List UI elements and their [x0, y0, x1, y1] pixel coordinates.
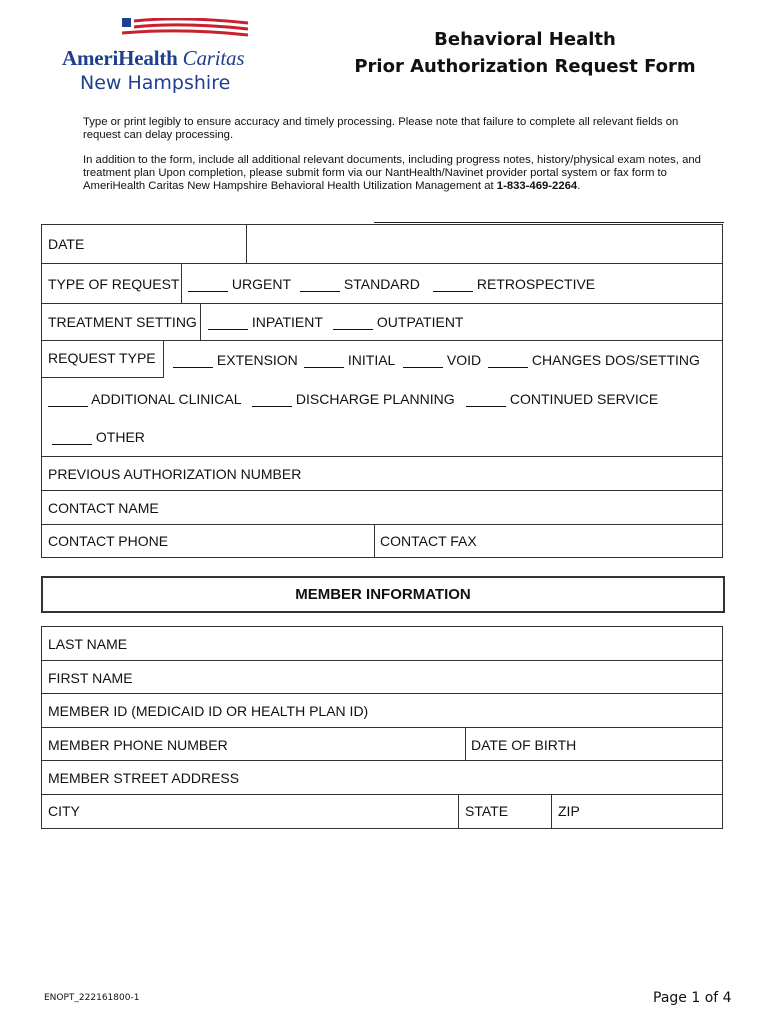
last-name-label: LAST NAME	[48, 636, 128, 652]
intro-paragraph-2: In addition to the form, include all additional relevant documents, including progress notes, history/physical exam notes, and treatment plan Upon completion, please submit form via our NantHealth/Navinet provider portal system or fax form to AmeriHealth Caritas New Hampshire Behavioral Health Utilization Management at 1-833-469-2264.	[83, 154, 701, 192]
initial-option[interactable]: INITIAL	[304, 352, 395, 368]
member-phone-dob-row	[42, 728, 722, 761]
divider	[200, 304, 201, 340]
contact-fax-label: CONTACT FAX	[380, 533, 477, 549]
date-label: DATE	[48, 236, 85, 252]
treatment-setting-row	[42, 304, 722, 341]
logo-brand-text: AmeriHealth Caritas	[62, 46, 245, 70]
logo-subtitle: New Hampshire	[80, 72, 231, 94]
city-label: CITY	[48, 803, 80, 819]
request-type-label: REQUEST TYPE	[48, 350, 156, 366]
extension-option[interactable]: EXTENSION	[173, 352, 298, 368]
type-of-request-row	[42, 264, 722, 304]
checkbox-blank[interactable]	[433, 277, 473, 292]
title-line-2: Prior Authorization Request Form	[354, 56, 696, 77]
divider	[181, 264, 182, 303]
discharge-planning-option[interactable]: DISCHARGE PLANNING	[252, 391, 455, 407]
first-name-label: FIRST NAME	[48, 670, 133, 686]
fax-number: 1-833-469-2264	[496, 180, 578, 192]
form-code: ENOPT_222161800-1	[44, 993, 140, 1003]
first-name-row	[42, 661, 722, 694]
contact-phone-label: CONTACT PHONE	[48, 533, 169, 549]
contact-name-label: CONTACT NAME	[48, 500, 159, 516]
checkbox-blank[interactable]	[52, 430, 92, 445]
form-title	[350, 26, 700, 80]
divider	[374, 222, 724, 223]
retrospective-option[interactable]: RETROSPECTIVE	[433, 276, 595, 292]
checkbox-blank[interactable]	[252, 392, 292, 407]
checkbox-blank[interactable]	[300, 277, 340, 292]
void-option[interactable]: VOID	[403, 352, 481, 368]
previous-authorization-label: PREVIOUS AUTHORIZATION NUMBER	[48, 466, 302, 482]
inpatient-option[interactable]: INPATIENT	[208, 314, 323, 330]
member-id-label: MEMBER ID (MEDICAID ID OR HEALTH PLAN ID)	[48, 703, 369, 719]
divider	[458, 795, 459, 828]
checkbox-blank[interactable]	[208, 315, 248, 330]
state-label: STATE	[465, 803, 509, 819]
intro-paragraph-1: Type or print legibly to ensure accuracy and timely processing. Please note that failure to complete all relevant fields on request can delay processing.	[83, 116, 679, 141]
flag-icon	[122, 18, 250, 42]
contact-name-row	[42, 491, 722, 525]
amerihealth-caritas-logo	[62, 18, 262, 98]
member-table	[41, 626, 723, 829]
street-address-label: MEMBER STREET ADDRESS	[48, 770, 240, 786]
page-number: Page 1 of 4	[653, 990, 732, 1006]
checkbox-blank[interactable]	[333, 315, 373, 330]
date-row	[42, 225, 722, 264]
checkbox-blank[interactable]	[403, 353, 443, 368]
divider	[465, 728, 466, 760]
checkbox-blank[interactable]	[48, 392, 88, 407]
outpatient-option[interactable]: OUTPATIENT	[333, 314, 463, 330]
additional-clinical-option[interactable]: ADDITIONAL CLINICAL	[48, 391, 242, 407]
member-phone-label: MEMBER PHONE NUMBER	[48, 737, 228, 753]
member-information-header: MEMBER INFORMATION	[41, 576, 725, 613]
member-id-row	[42, 694, 722, 728]
street-address-row	[42, 761, 722, 795]
city-state-zip-row	[42, 795, 722, 828]
standard-option[interactable]: STANDARD	[300, 276, 420, 292]
checkbox-blank[interactable]	[173, 353, 213, 368]
request-type-label-box	[42, 341, 164, 378]
checkbox-blank[interactable]	[304, 353, 344, 368]
checkbox-blank[interactable]	[188, 277, 228, 292]
title-line-1: Behavioral Health	[434, 29, 616, 50]
continued-service-option[interactable]: CONTINUED SERVICE	[466, 391, 658, 407]
last-name-row	[42, 627, 722, 661]
checkbox-blank[interactable]	[488, 353, 528, 368]
request-type-row	[42, 341, 722, 457]
date-of-birth-label: DATE OF BIRTH	[471, 737, 577, 753]
type-of-request-label: TYPE OF REQUEST	[48, 276, 180, 292]
date-field[interactable]	[247, 225, 722, 263]
urgent-option[interactable]: URGENT	[188, 276, 291, 292]
treatment-setting-label: TREATMENT SETTING	[48, 314, 197, 330]
other-option[interactable]: OTHER	[52, 429, 145, 445]
divider	[374, 525, 375, 557]
zip-label: ZIP	[558, 803, 580, 819]
checkbox-blank[interactable]	[466, 392, 506, 407]
previous-authorization-row	[42, 457, 722, 491]
changes-dos-setting-option[interactable]: CHANGES DOS/SETTING	[488, 352, 700, 368]
contact-phone-fax-row	[42, 525, 722, 557]
request-table	[41, 224, 723, 558]
divider	[551, 795, 552, 828]
